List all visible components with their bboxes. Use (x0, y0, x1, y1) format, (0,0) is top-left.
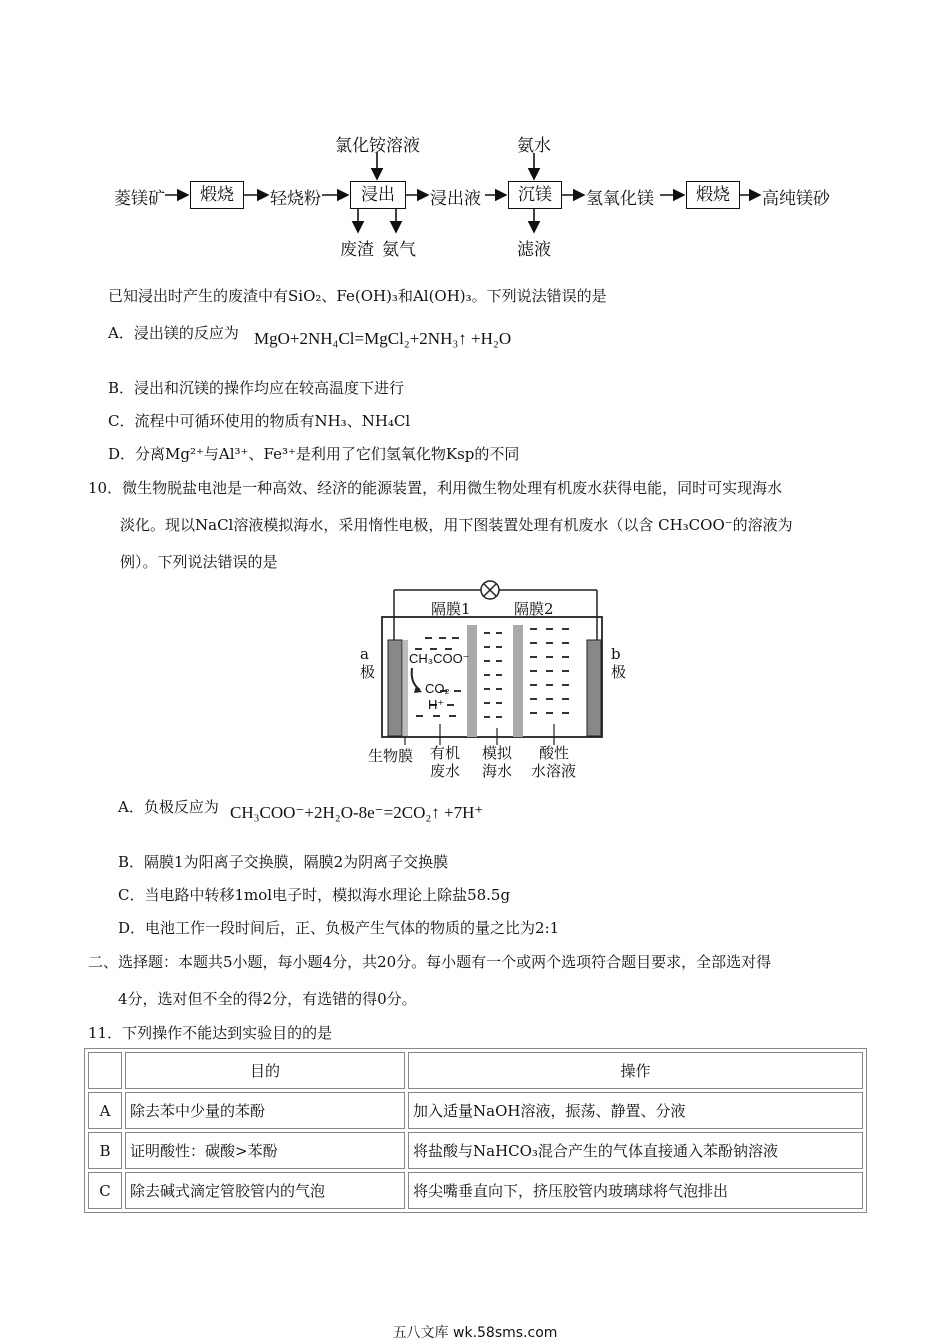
biofilm (403, 640, 408, 736)
table-row (88, 1172, 863, 1209)
q10-option-d: D．电池工作一段时间后，正、负极产生气体的物质的量之比为2:1 (118, 919, 560, 937)
flow-box-calcine-1: 煅烧 (190, 181, 244, 209)
table-cell: 将盐酸与NaHCO₃混合产生的气体直接通入苯酚钠溶液 (408, 1132, 863, 1169)
table-cell: 将尖嘴垂直向下，挤压胶管内玻璃球将气泡排出 (408, 1172, 863, 1209)
membrane-1 (467, 625, 477, 737)
species-h-plus: H⁺ (428, 697, 445, 712)
label-acid-line1: 酸性 (539, 744, 570, 762)
flow-input-nh4cl: 氯化铵溶液 (335, 136, 420, 156)
flow-box-leach: 浸出 (350, 181, 406, 209)
table-header-cell: 目的 (125, 1052, 405, 1089)
label-acid-line2: 水溶液 (531, 762, 577, 780)
flow-box-precipitate: 沉镁 (508, 181, 562, 209)
q10-option-a-label: A．负极反应为 (118, 798, 219, 816)
flow-mg-hydroxide: 氢氧化镁 (586, 189, 654, 209)
page-footer: 五八文库 wk.58sms.com (392, 1325, 558, 1341)
electrode-b (587, 640, 601, 736)
table-cell: 除去苯中少量的苯酚 (125, 1092, 405, 1129)
table-row (88, 1092, 863, 1129)
flow-box-calcine-2: 煅烧 (686, 181, 740, 209)
flow-end: 高纯镁砂 (762, 189, 830, 209)
species-co2: CO₂ (425, 681, 450, 696)
q11-table (84, 1048, 867, 1213)
table-cell: 证明酸性：碳酸>苯酚 (125, 1132, 405, 1169)
label-seawater-line2: 海水 (482, 762, 513, 780)
flow-start: 菱镁矿 (114, 189, 165, 209)
label-organic-line2: 废水 (430, 762, 461, 780)
q10-stem-line1: 10．微生物脱盐电池是一种高效、经济的能源装置，利用微生物处理有机废水获得电能，同时可实现海水 (88, 479, 783, 497)
flow-output-ammonia: 氨气 (382, 240, 416, 260)
q9-option-d: D．分离Mg²⁺与Al³⁺、Fe³⁺是利用了它们氢氧化物Ksp的不同 (108, 445, 520, 463)
table-header-cell (88, 1052, 122, 1089)
label-organic-line1: 有机 (430, 744, 461, 762)
table-row (88, 1132, 863, 1169)
flow-input-ammonia-water: 氨水 (517, 136, 551, 156)
table-header-cell: 操作 (408, 1052, 863, 1089)
label-seawater-line1: 模拟 (482, 744, 513, 762)
table-header-row (88, 1052, 863, 1089)
q11-stem: 11．下列操作不能达到实验目的的是 (88, 1024, 333, 1042)
table-cell: B (88, 1132, 122, 1169)
q10-option-a-formula: CH₃COO⁻+2H₂O-8e⁻=2CO₂↑ +7H⁺ (230, 803, 484, 822)
table-cell: C (88, 1172, 122, 1209)
section2-instructions-line1: 二、选择题：本题共5小题，每小题4分，共20分。每小题有一个或两个选项符合题目要求，全部选对得 (88, 953, 772, 971)
section2-instructions-line2: 4分，选对但不全的得2分，有选错的得0分。 (118, 990, 417, 1008)
q10-option-c: C．当电路中转移1mol电子时，模拟海水理论上除盐58.5g (118, 886, 511, 904)
q10-stem-line3: 例）。下列说法错误的是 (120, 553, 278, 571)
label-biofilm: 生物膜 (368, 747, 414, 765)
q9-option-b: B．浸出和沉镁的操作均应在较高温度下进行 (108, 379, 405, 397)
q9-option-c: C．流程中可循环使用的物质有NH₃、NH₄Cl (108, 412, 411, 430)
electrode-a-label: a极 (360, 645, 376, 681)
q9-intro: 已知浸出时产生的废渣中有SiO₂、Fe(OH)₃和Al(OH)₃。下列说法错误的是 (108, 287, 607, 305)
flow-leachate: 浸出液 (430, 189, 481, 209)
table-cell: 除去碱式滴定管胶管内的气泡 (125, 1172, 405, 1209)
table-cell: 加入适量NaOH溶液，振荡、静置、分液 (408, 1092, 863, 1129)
q10-option-b: B．隔膜1为阳离子交换膜，隔膜2为阴离子交换膜 (118, 853, 449, 871)
membrane-2-label: 隔膜2 (514, 600, 554, 618)
flow-output-residue: 废渣 (340, 240, 374, 260)
flow-light-powder: 轻烧粉 (270, 189, 321, 209)
flow-output-filtrate: 滤液 (517, 240, 551, 260)
membrane-1-label: 隔膜1 (431, 600, 471, 618)
electrode-a (388, 640, 402, 736)
q10-stem-line2: 淡化。现以NaCl溶液模拟海水，采用惰性电极，用下图装置处理有机废水（以含 CH₃COO⁻的溶液为 (120, 516, 793, 534)
q9-option-a-label: A．浸出镁的反应为 (108, 324, 239, 342)
membrane-2 (513, 625, 523, 737)
q9-option-a-formula: MgO+2NH₄Cl=MgCl₂+2NH₃↑ +H₂O (254, 329, 512, 348)
electrode-b-label: b极 (611, 645, 627, 681)
species-acetate: CH₃COO⁻ (409, 651, 470, 666)
table-cell: A (88, 1092, 122, 1129)
